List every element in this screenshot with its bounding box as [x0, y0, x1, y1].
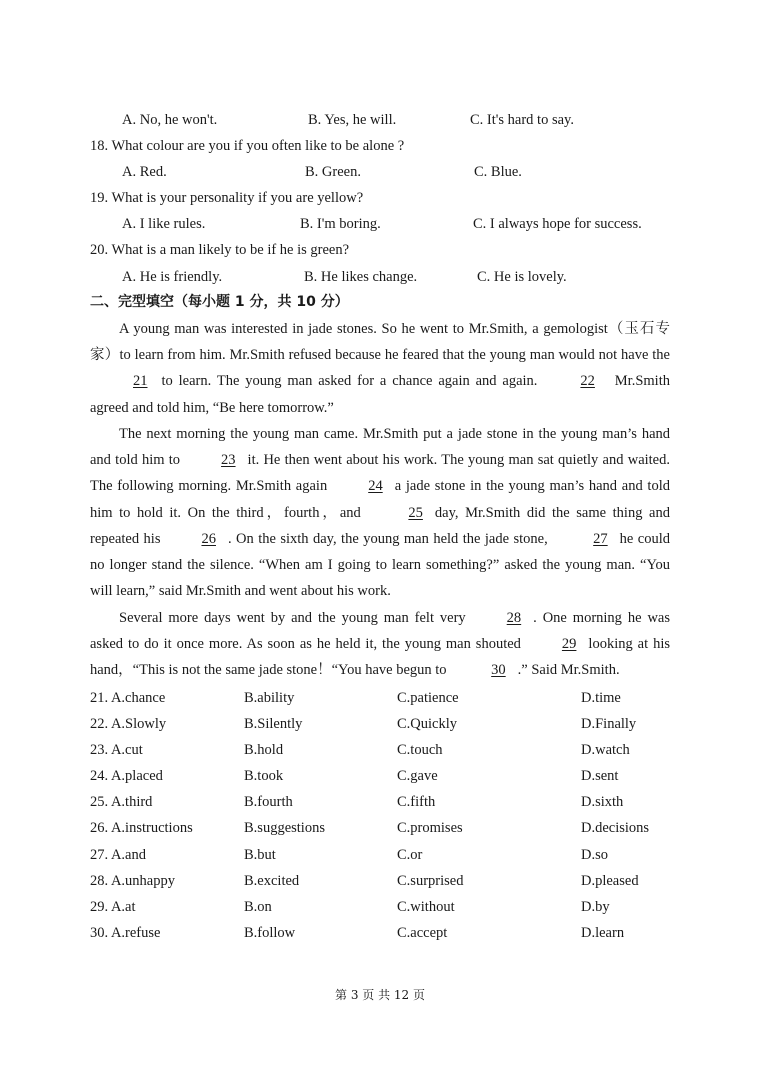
choice-d: D.sixth — [581, 794, 624, 810]
choice-c: C.Quickly — [397, 716, 458, 732]
choice-d: D.so — [581, 847, 608, 863]
choice-c: C.surprised — [397, 873, 464, 889]
choice-a: 22. A.Slowly — [90, 716, 167, 732]
choice-a: 24. A.placed — [90, 768, 163, 784]
cloze-paragraph-1 — [90, 316, 670, 421]
choice-row-30 — [90, 923, 680, 943]
blank-26: 26 — [201, 530, 216, 547]
choice-d: D.watch — [581, 742, 630, 758]
choice-c: C.touch — [397, 742, 443, 758]
p1-text-1: A young man was interested in jade stones. So he went to Mr.Smith, a gemologist（玉石专家）to learn from him. Mr.Smith refused because he feared that the young man would not have the — [90, 321, 670, 364]
choice-c: C.without — [397, 899, 455, 915]
q20-option-c: C. He is lovely. — [477, 269, 567, 285]
choice-a: 23. A.cut — [90, 742, 143, 758]
choice-c: C.or — [397, 847, 423, 863]
choice-row-22 — [90, 714, 680, 734]
p2-text-6: he could no longer stand the silence. “When am I going to learn something?” asked the young man. “You will learn,” said Mr.Smith and went about his work. — [90, 530, 670, 600]
choice-row-21 — [90, 688, 680, 708]
p2-text-5: . On the sixth day, the young man held the jade stone, — [227, 530, 553, 547]
cloze-paragraph-2 — [90, 421, 670, 604]
choice-b: B.follow — [244, 925, 296, 941]
p1-text-3: Mr.Smith agreed and told him, “Be here tomorrow.” — [90, 373, 670, 416]
q17-option-a: A. No, he won't. — [122, 112, 218, 128]
p2-text-3: a jade stone in the young man’s hand and told him to hold it. On the third，fourth，and — [90, 478, 670, 521]
blank-21: 21 — [133, 373, 148, 390]
choice-d: D.Finally — [581, 716, 637, 732]
choice-row-27 — [90, 845, 680, 865]
choice-b: B.on — [244, 899, 272, 915]
p3-text-1: Several more days went by and the young man felt very — [119, 610, 466, 626]
choice-row-25 — [90, 792, 680, 812]
choice-d: D.by — [581, 899, 610, 915]
choice-d: D.time — [581, 690, 621, 706]
p3-text-2: . One morning he was asked to do it once more. As soon as he held it, the young man shouted — [90, 610, 670, 653]
choice-a: 27. A.and — [90, 847, 146, 863]
blank-28: 28 — [506, 610, 522, 626]
choice-a: 28. A.unhappy — [90, 873, 175, 889]
p2-text-1: The next morning the young man came. Mr.Smith put a jade stone in the young man’s hand and told him to — [90, 426, 670, 469]
q18-stem: 18. What colour are you if you often like to be alone ? — [90, 138, 405, 154]
q19-stem: 19. What is your personality if you are yellow? — [90, 190, 364, 206]
q19-option-b: B. I'm boring. — [300, 216, 381, 232]
choice-b: B.hold — [244, 742, 284, 758]
blank-29: 29 — [561, 636, 577, 653]
choice-a: 30. A.refuse — [90, 925, 161, 941]
choice-a: 25. A.third — [90, 794, 153, 810]
q20-option-b: B. He likes change. — [304, 269, 418, 285]
p3-text-3: looking at his hand，“This is not the same jade stone！“You have begun to — [90, 636, 670, 679]
page-number: 第 3 页 共 12 页 — [335, 988, 425, 1002]
choice-d: D.learn — [581, 925, 625, 941]
choice-a: 29. A.at — [90, 899, 136, 915]
choice-b: B.Silently — [244, 716, 303, 732]
blank-27: 27 — [593, 530, 608, 547]
choice-c: C.gave — [397, 768, 438, 784]
choice-b: B.ability — [244, 690, 295, 706]
choice-d: D.decisions — [581, 820, 650, 836]
q17-option-b: B. Yes, he will. — [308, 112, 397, 128]
choice-row-24 — [90, 766, 680, 786]
choice-row-29 — [90, 897, 680, 917]
choice-b: B.but — [244, 847, 276, 863]
choice-b: B.excited — [244, 873, 300, 889]
q20-stem: 20. What is a man likely to be if he is green? — [90, 242, 350, 258]
choice-row-23 — [90, 740, 680, 760]
q18-option-b: B. Green. — [305, 164, 361, 180]
choice-b: B.took — [244, 768, 284, 784]
q18-option-c: C. Blue. — [474, 164, 522, 180]
blank-30: 30 — [491, 662, 506, 679]
blank-25: 25 — [408, 504, 423, 521]
choice-b: B.fourth — [244, 794, 293, 810]
choice-d: D.sent — [581, 768, 619, 784]
p3-text-4: .” Said Mr.Smith. — [517, 662, 620, 679]
q19-option-c: C. I always hope for success. — [473, 216, 642, 232]
p2-text-2: it. He then went about his work. The young man sat quietly and waited. The following morning. Mr.Smith again — [90, 452, 670, 495]
p1-text-2: to learn. The young man asked for a chance again and again. — [161, 373, 538, 390]
choice-a: 26. A.instructions — [90, 820, 193, 836]
choice-row-26 — [90, 818, 680, 838]
choice-c: C.accept — [397, 925, 448, 941]
choice-a: 21. A.chance — [90, 690, 166, 706]
blank-22: 22 — [580, 373, 595, 390]
p2-text-4: day, Mr.Smith did the same thing and repeated his — [90, 504, 670, 547]
q17-option-c: C. It's hard to say. — [470, 112, 574, 128]
choice-row-28 — [90, 871, 680, 891]
choice-b: B.suggestions — [244, 820, 325, 836]
choice-c: C.patience — [397, 690, 459, 706]
cloze-paragraph-3 — [90, 605, 670, 684]
blank-23: 23 — [221, 452, 236, 469]
choice-c: C.fifth — [397, 794, 436, 810]
q18-option-a: A. Red. — [122, 164, 167, 180]
cloze-section-title: 二、完型填空（每小题 1 分，共 10 分） — [90, 294, 349, 310]
q20-option-a: A. He is friendly. — [122, 269, 223, 285]
choice-c: C.promises — [397, 820, 463, 836]
choice-d: D.pleased — [581, 873, 639, 889]
blank-24: 24 — [368, 478, 383, 495]
q19-option-a: A. I like rules. — [122, 216, 206, 232]
